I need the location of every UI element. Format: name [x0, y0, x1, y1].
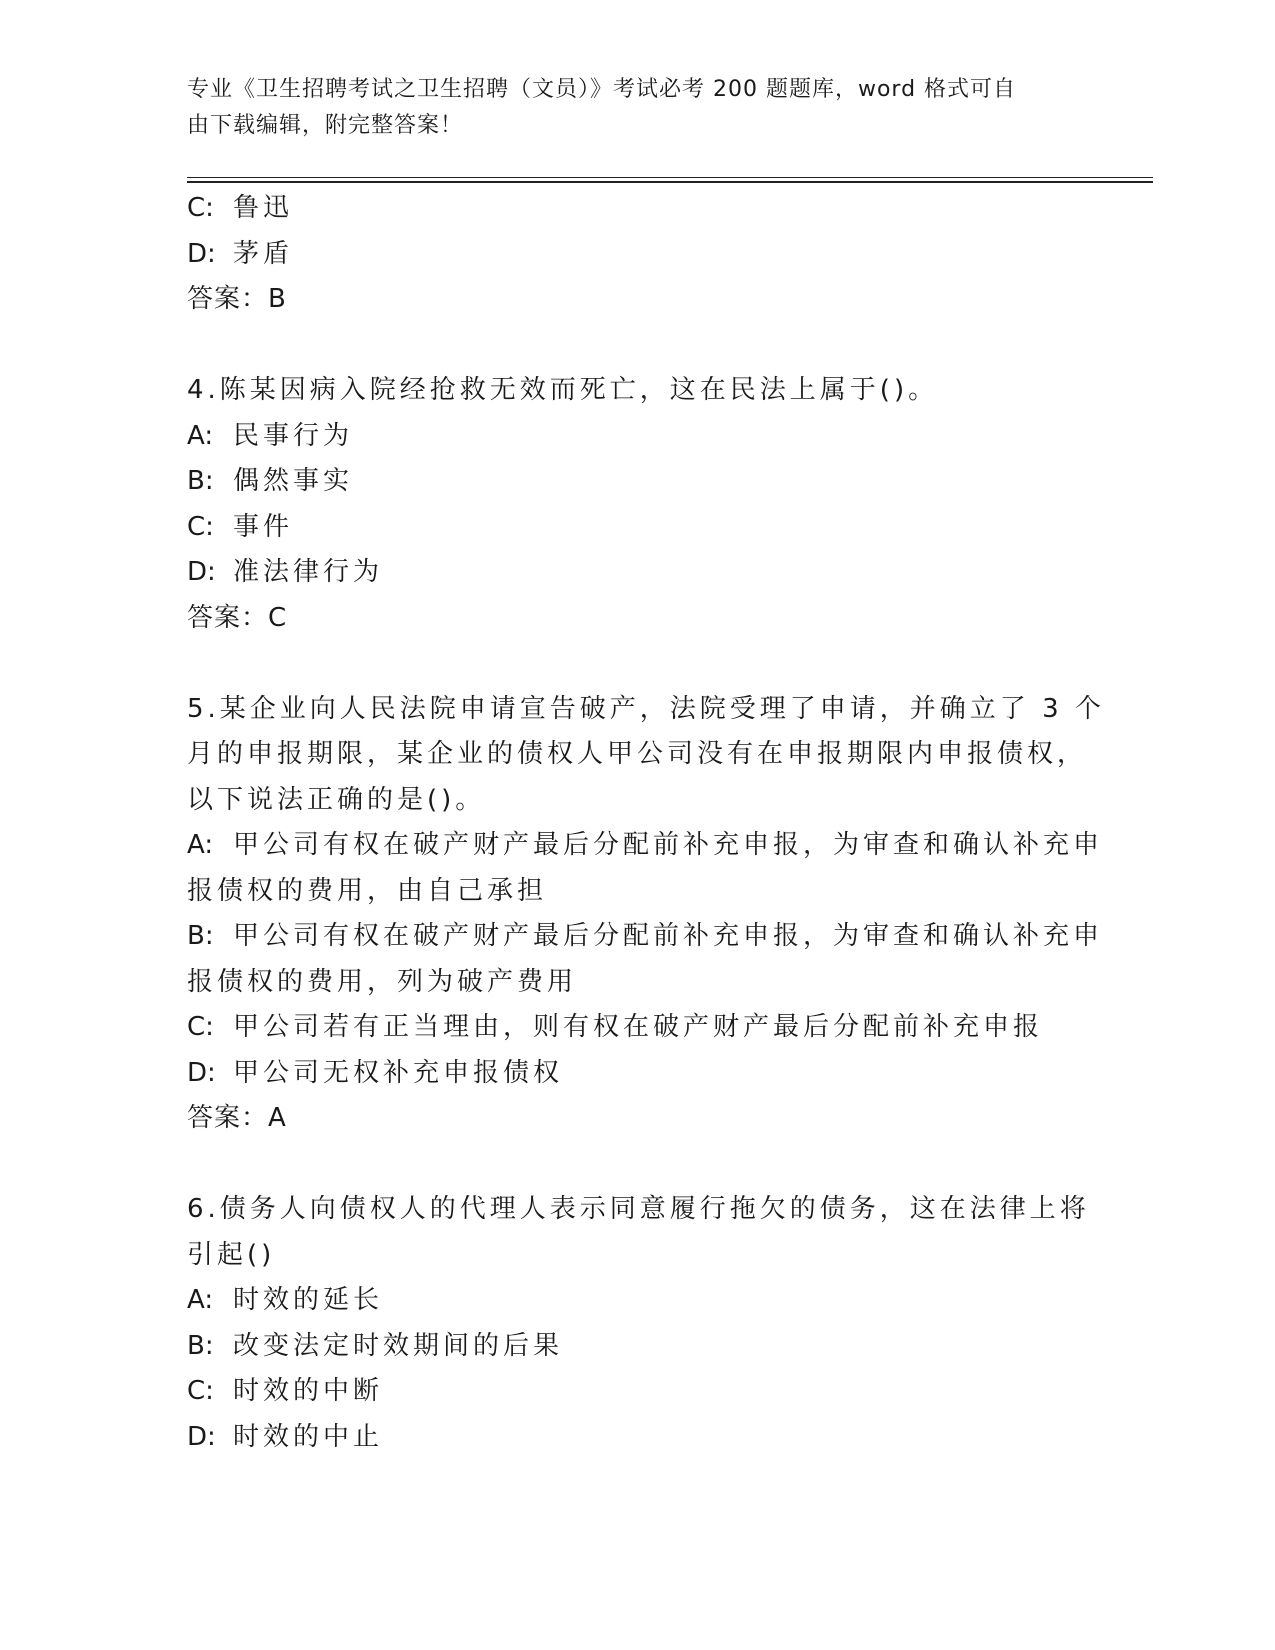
spacer [187, 323, 1087, 369]
option-text: 时效的中止 [233, 1421, 384, 1452]
answer-line: 答案：A [187, 1103, 287, 1133]
option-text: 事件 [233, 511, 294, 542]
option-b [187, 1324, 1087, 1370]
option-label: C: [187, 193, 214, 223]
option-text: 偶然事实 [233, 466, 354, 496]
option-d [187, 1415, 1087, 1461]
option-text: 甲公司若有正当理由，则有权在破产财产最后分配前补充申报 [233, 1012, 1044, 1042]
option-a [187, 1278, 1087, 1324]
option-b [187, 914, 1104, 960]
option-text: 民事行为 [233, 420, 354, 451]
option-text: 茅盾 [233, 238, 294, 269]
option-label: C: [187, 1376, 214, 1406]
option-a [187, 823, 1104, 869]
option-text: 时效的中断 [233, 1376, 384, 1406]
option-label: C: [187, 511, 214, 542]
option-label: A: [187, 420, 214, 451]
question-stem-line: 引起() [187, 1239, 276, 1270]
answer-line: 答案：C [187, 602, 288, 633]
header-line-2: 由下载编辑，附完整答案！ [187, 113, 464, 138]
document-body [187, 186, 1105, 1460]
option-label: D: [187, 1057, 216, 1088]
option-a-continued: 报债权的费用，由自己承担 [187, 875, 548, 906]
document-header [187, 72, 1067, 144]
spacer [187, 1142, 1087, 1188]
option-d [187, 1051, 1087, 1097]
option-label: A: [187, 830, 214, 860]
option-label: B: [187, 466, 214, 496]
question-stem-line: 以下说法正确的是()。 [187, 784, 486, 815]
question-stem-line: 5.某企业向人民法院申请宣告破产，法院受理了申请，并确立了 3 个 [187, 693, 1105, 724]
option-text: 鲁迅 [233, 193, 294, 223]
question-stem: 4.陈某因病入院经抢救无效而死亡，这在民法上属于()。 [187, 375, 939, 405]
option-c [187, 505, 1087, 551]
header-divider-thick [187, 181, 1153, 183]
option-text: 甲公司有权在破产财产最后分配前补充申报，为审查和确认补充申 [233, 830, 1104, 860]
header-line-1: 专业《卫生招聘考试之卫生招聘（文员）》考试必考 200 题题库，word 格式可自 [187, 77, 1017, 102]
question-6 [187, 1187, 1090, 1460]
option-a [187, 414, 1087, 460]
option-c [187, 1369, 1087, 1415]
option-label: C: [187, 1012, 214, 1042]
option-d [187, 232, 1087, 278]
header-divider-thin [187, 177, 1153, 178]
option-label: A: [187, 1285, 214, 1315]
option-label: D: [187, 238, 216, 269]
question-4 [187, 368, 1087, 641]
question-3-continuation [187, 186, 1087, 323]
option-text: 准法律行为 [233, 557, 384, 587]
answer-line: 答案：B [187, 284, 287, 314]
option-text: 改变法定时效期间的后果 [233, 1330, 564, 1361]
option-label: D: [187, 1421, 216, 1452]
question-5 [187, 687, 1105, 1142]
option-c [187, 186, 1087, 232]
option-text: 甲公司有权在破产财产最后分配前补充申报，为审查和确认补充申 [233, 921, 1104, 951]
spacer [187, 641, 1087, 687]
option-label: B: [187, 1330, 214, 1361]
option-label: D: [187, 557, 216, 587]
option-c [187, 1005, 1087, 1051]
option-text: 甲公司无权补充申报债权 [233, 1057, 564, 1088]
question-stem-line: 月的申报期限，某企业的债权人甲公司没有在申报期限内申报债权， [187, 739, 1088, 769]
option-label: B: [187, 921, 214, 951]
option-b [187, 459, 1087, 505]
question-stem-line: 6.债务人向债权人的代理人表示同意履行拖欠的债务，这在法律上将 [187, 1194, 1090, 1224]
option-d [187, 550, 1087, 596]
option-text: 时效的延长 [233, 1285, 384, 1315]
option-b-continued: 报债权的费用，列为破产费用 [187, 966, 578, 997]
